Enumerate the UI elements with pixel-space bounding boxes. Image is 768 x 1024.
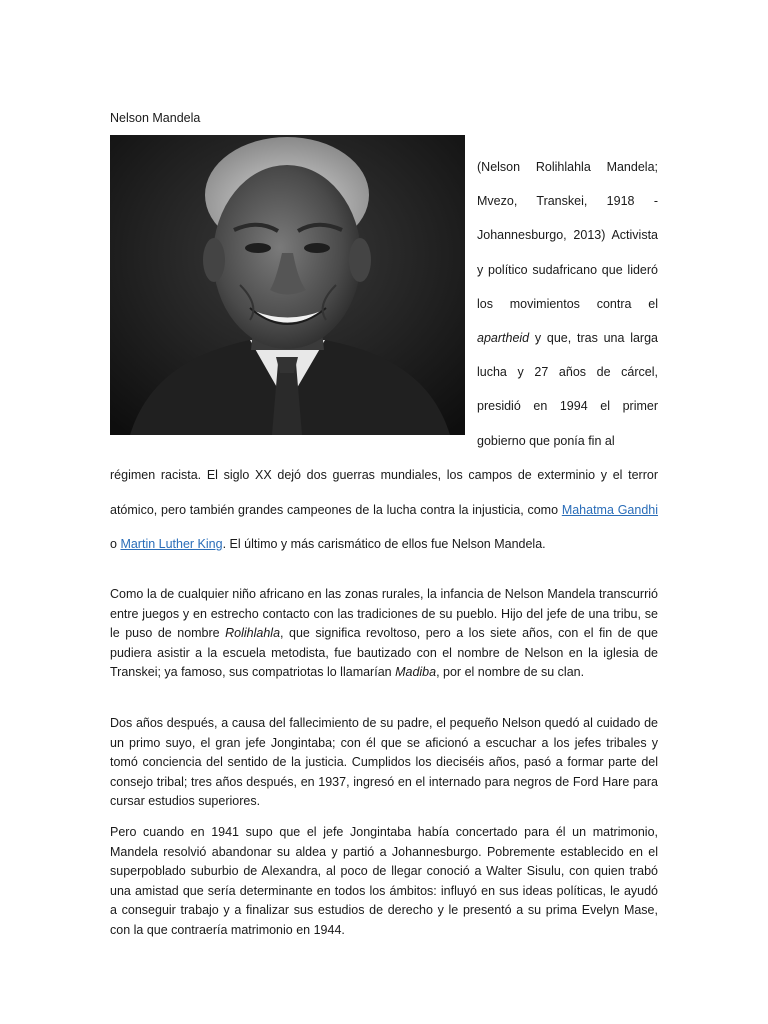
portrait-photo [110,135,465,435]
intro-full-text-2: o [110,537,121,552]
rolihlahla-term: Rolihlahla [225,626,281,641]
intro-full-text-3: . El último y más carismático de ellos fue Nelson Mandela. [222,537,546,552]
gandhi-link[interactable]: Mahatma Gandhi [561,502,659,517]
document-title: Nelson Mandela [110,111,201,125]
paragraph-johannesburg: Pero cuando en 1941 supo que el jefe Jongintaba había concertado para él un matrimonio, Mandela resolvió abandonar su aldea y partió a Johannesburgo. Pobremente establecido en el superpoblado suburbio de Alexandra, al poco de llegar conoció a Walter Sisulu, con quien trabó una amistad que sería determinante en todos los ámbitos: influyó en sus ideas políticas, le ayudó a conseguir trabajo y a finalizar sus estudios de derecho y le presentó a su prima Evelyn Mase, con la que contraería matrimonio en 1944. [110,825,658,937]
madiba-term: Madiba [395,665,437,680]
mlk-link[interactable]: Martin Luther King [120,537,223,552]
intro-side-text [477,150,658,458]
paragraph-childhood-text-1: Como la de cualquier niño africano en las zonas rurales, la infancia de Nelson Mandela transcurrió entre juegos y en estrecho contacto con las tradiciones de su pueblo. Hijo del jefe de una tribu, se le puso de nombre [110,587,658,641]
paragraph-childhood-text-3: , por el nombre de su clan. [436,665,585,680]
intro-side-text-1: (Nelson Rolihlahla Mandela; Mvezo, Transkei, 1918 - Johannesburgo, 2013) Activista y político sudafricano que lideró los movimientos contra el [477,160,658,311]
intro-side-text-2: y que, tras una larga lucha y 27 años de cárcel, presidió en 1994 el primer gobierno que ponía fin al [477,331,658,448]
intro-full-text [110,458,658,562]
paragraph-youth: Dos años después, a causa del fallecimiento de su padre, el pequeño Nelson quedó al cuidado de un primo suyo, el gran jefe Jongintaba; con él que se aficionó a escuchar a los jefes tribales y tomó conciencia del sentido de la justicia. Cumplidos los dieciséis años, pasó a formar parte del consejo tribal; tres años después, en 1937, ingresó en el internado para negros de Ford Hare para cursar estudios superiores. [110,716,658,809]
intro-full-text-1: régimen racista. El siglo XX dejó dos guerras mundiales, los campos de exterminio y el terror atómico, pero también grandes campeones de la lucha contra la injusticia, como [110,468,658,517]
portrait-illustration [110,135,465,435]
paragraph-childhood [110,585,658,683]
apartheid-term: apartheid [477,331,530,346]
paragraph-childhood-text-2: , que significa revoltoso, pero a los siete años, con el fin de que pudiera asistir a la escuela metodista, fue bautizado con el nombre de Nelson en la iglesia de Transkei; ya famoso, sus compatriotas lo llamarían [110,626,658,680]
